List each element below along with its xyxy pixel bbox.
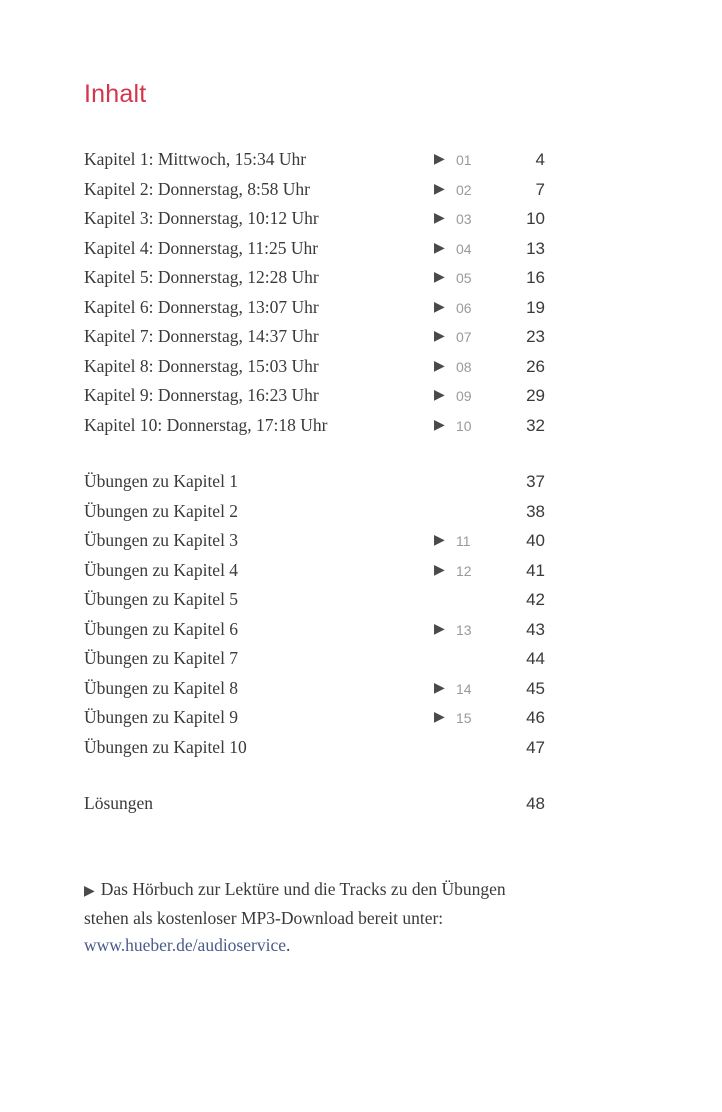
toc-row-label: Kapitel 9: Donnerstag, 16:23 Uhr (84, 385, 319, 405)
audio-note (84, 876, 624, 959)
toc-row-page-number: 45 (526, 678, 545, 698)
toc-chapter-row[interactable] (84, 352, 564, 382)
toc-exercise-row[interactable] (84, 615, 564, 645)
toc-row-label: Übungen zu Kapitel 4 (84, 559, 239, 580)
toc-row-page-number: 19 (526, 297, 545, 317)
toc-row-page-number: 23 (526, 327, 545, 346)
toc-row-label: Kapitel 1: Mittwoch, 15:34 Uhr (84, 149, 307, 169)
toc-row-label: Übungen zu Kapitel 3 (84, 530, 239, 550)
toc-row-page-number: 42 (526, 590, 545, 609)
track-number: 07 (456, 329, 472, 345)
toc-row-label: Kapitel 8: Donnerstag, 15:03 Uhr (84, 355, 319, 376)
toc-exercise-row[interactable] (84, 733, 564, 763)
play-icon[interactable]: ▶ (434, 416, 445, 433)
play-icon[interactable]: ▶ (434, 387, 445, 403)
play-icon[interactable]: ▶ (434, 239, 445, 256)
track-number: 08 (456, 358, 472, 375)
play-icon: ▶ (84, 883, 95, 899)
table-of-contents (84, 145, 564, 819)
play-icon[interactable]: ▶ (434, 210, 445, 226)
toc-chapter-row[interactable] (84, 204, 564, 234)
play-icon[interactable]: ▶ (434, 151, 445, 167)
toc-row-label: Kapitel 7: Donnerstag, 14:37 Uhr (84, 326, 319, 346)
track-number: 12 (456, 562, 472, 579)
track-number: 13 (456, 621, 472, 638)
play-icon[interactable]: ▶ (434, 532, 445, 548)
chapter-list (84, 145, 564, 440)
toc-row-label: Übungen zu Kapitel 1 (84, 471, 239, 491)
play-icon[interactable]: ▶ (434, 269, 445, 285)
play-icon[interactable]: ▶ (434, 357, 445, 374)
toc-row-page-number: 7 (535, 179, 545, 199)
toc-row-label: Übungen zu Kapitel 8 (84, 677, 239, 698)
toc-exercise-row[interactable] (84, 526, 564, 556)
toc-row-page-number: 13 (526, 238, 545, 258)
toc-row-label: Kapitel 4: Donnerstag, 11:25 Uhr (84, 237, 319, 258)
toc-chapter-row[interactable] (84, 175, 564, 205)
track-number: 11 (456, 533, 471, 549)
track-number: 04 (456, 240, 472, 257)
play-icon[interactable]: ▶ (434, 298, 445, 315)
track-number: 15 (456, 710, 472, 726)
toc-row-label: Lösungen (84, 793, 154, 813)
track-number: 10 (456, 417, 472, 434)
track-number: 06 (456, 299, 472, 316)
toc-row-label: Kapitel 3: Donnerstag, 10:12 Uhr (84, 208, 319, 228)
toc-row-page-number: 26 (526, 356, 545, 376)
toc-chapter-row[interactable] (84, 411, 564, 441)
toc-row-label: Kapitel 2: Donnerstag, 8:58 Uhr (84, 178, 310, 199)
track-number: 03 (456, 211, 472, 227)
toc-exercise-row[interactable] (84, 644, 564, 674)
toc-row-page-number: 41 (526, 560, 545, 580)
track-number: 01 (456, 152, 472, 168)
toc-row-label: Übungen zu Kapitel 7 (84, 648, 239, 668)
track-number: 14 (456, 680, 472, 697)
toc-row-label: Kapitel 6: Donnerstag, 13:07 Uhr (84, 296, 319, 317)
track-number: 05 (456, 270, 472, 286)
toc-chapter-row[interactable] (84, 381, 564, 411)
toc-row-label: Übungen zu Kapitel 9 (84, 707, 239, 727)
play-icon[interactable]: ▶ (434, 180, 445, 197)
toc-row-page-number: 44 (526, 649, 545, 668)
toc-exercise-row[interactable] (84, 703, 564, 733)
toc-exercise-row[interactable] (84, 497, 564, 527)
play-icon[interactable]: ▶ (434, 561, 445, 578)
toc-chapter-row[interactable] (84, 293, 564, 323)
toc-row-page-number: 48 (526, 794, 545, 813)
track-number: 02 (456, 181, 472, 198)
toc-chapter-row[interactable] (84, 145, 564, 175)
audioservice-link[interactable]: www.hueber.de/audioservice (84, 935, 286, 955)
play-icon[interactable]: ▶ (434, 709, 445, 725)
toc-row-page-number: 4 (535, 150, 545, 169)
toc-row-page-number: 16 (526, 268, 545, 287)
toc-row-page-number: 46 (526, 708, 545, 727)
page-title: Inhalt (84, 80, 147, 108)
play-icon[interactable]: ▶ (434, 679, 445, 696)
toc-exercise-row[interactable] (84, 467, 564, 497)
toc-row-label: Kapitel 5: Donnerstag, 12:28 Uhr (84, 267, 319, 287)
toc-row-page-number: 29 (526, 386, 545, 405)
toc-exercise-row[interactable] (84, 585, 564, 615)
toc-row-page-number: 47 (526, 737, 545, 757)
track-number: 09 (456, 388, 472, 404)
play-icon[interactable]: ▶ (434, 620, 445, 637)
toc-row-label: Übungen zu Kapitel 5 (84, 589, 239, 609)
toc-row-page-number: 43 (526, 619, 545, 639)
note-line-2: stehen als kostenloser MP3-Download bereit unter: (84, 908, 444, 928)
toc-row-solutions[interactable] (84, 789, 564, 819)
note-line-1: Das Hörbuch zur Lektüre und die Tracks zu den Übungen (100, 879, 506, 899)
toc-chapter-row[interactable] (84, 322, 564, 352)
toc-row-label: Übungen zu Kapitel 6 (84, 618, 239, 639)
section-spacer (84, 762, 564, 789)
toc-row-page-number: 32 (526, 415, 545, 435)
toc-row-page-number: 10 (526, 209, 545, 228)
toc-row-page-number: 37 (526, 472, 545, 491)
toc-row-label: Übungen zu Kapitel 2 (84, 500, 239, 521)
toc-row-label: Übungen zu Kapitel 10 (84, 736, 247, 757)
section-spacer (84, 440, 564, 467)
toc-row-label: Kapitel 10: Donnerstag, 17:18 Uhr (84, 414, 328, 435)
toc-chapter-row[interactable] (84, 234, 564, 264)
toc-exercise-row[interactable] (84, 556, 564, 586)
note-period: . (286, 935, 291, 955)
toc-chapter-row[interactable] (84, 263, 564, 293)
toc-exercise-row[interactable] (84, 674, 564, 704)
toc-row-page-number: 40 (526, 531, 545, 550)
exercise-list (84, 467, 564, 762)
play-icon[interactable]: ▶ (434, 328, 445, 344)
toc-row-page-number: 38 (526, 501, 545, 521)
